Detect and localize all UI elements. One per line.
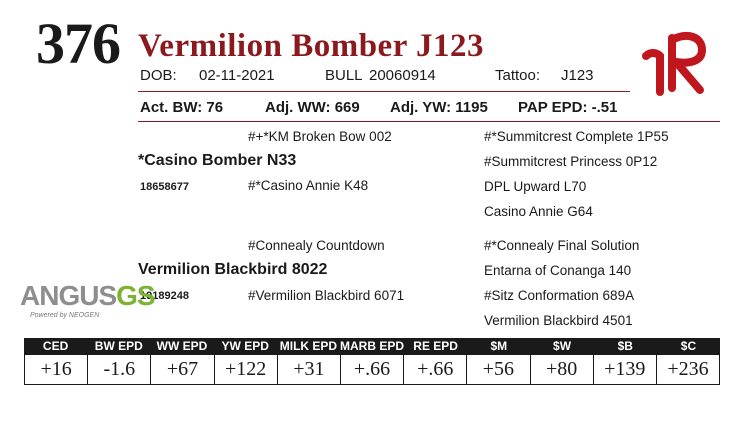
epd-header-row	[24, 338, 720, 355]
epd-value: +67	[150, 355, 213, 384]
epd-header: BW EPD	[94, 339, 143, 353]
dam: Vermilion Blackbird 8022	[138, 261, 328, 278]
sire-registration: 18658677	[140, 181, 189, 193]
epd-value: +56	[466, 355, 529, 384]
epd-value-row	[24, 355, 720, 385]
sire-dam: #*Casino Annie K48	[248, 178, 369, 193]
epd-value: +16	[40, 358, 72, 380]
dam-dam-dam: Vermilion Blackbird 4501	[484, 313, 633, 328]
epd-value: +122	[214, 355, 277, 384]
vr-brand-logo	[640, 26, 710, 98]
epd-value: +139	[593, 355, 656, 384]
tattoo-value: J123	[561, 67, 594, 84]
angus-wordmark: ANGUS	[20, 280, 117, 311]
epd-value: +236	[656, 355, 719, 384]
epd-value: +31	[277, 355, 340, 384]
epd-value: +.66	[403, 355, 466, 384]
epd-header: YW EPD	[221, 339, 269, 353]
sire-sire: #+*KM Broken Bow 002	[248, 129, 392, 144]
divider	[138, 121, 720, 122]
epd-value: -1.6	[87, 355, 150, 384]
gs-wordmark: GS	[116, 280, 155, 311]
epd-header: MARB EPD	[340, 339, 405, 353]
adjusted-yearling-weight: Adj. YW: 1195	[390, 99, 488, 116]
divider	[138, 91, 630, 92]
sex-value: BULL	[325, 67, 363, 84]
epd-value: +.66	[340, 355, 403, 384]
dam-sire-sire: #*Connealy Final Solution	[484, 238, 640, 253]
dob-label: DOB:	[140, 67, 177, 84]
epd-header: MILK EPD	[279, 339, 338, 353]
logo-tagline: Powered by NEOGEN	[30, 312, 100, 319]
dam-sire-dam: Entarna of Conanga 140	[484, 263, 632, 278]
dam-registration: 19189248	[140, 290, 189, 302]
epd-table	[24, 338, 720, 385]
sire-dam-sire: DPL Upward L70	[484, 179, 587, 194]
angus-gs-logo	[20, 281, 155, 320]
sire-sire-sire: #*Summitcrest Complete 1P55	[484, 129, 669, 144]
pap-epd: PAP EPD: -.51	[518, 99, 618, 116]
tattoo-label: Tattoo:	[495, 67, 541, 84]
epd-header: $W	[553, 339, 572, 353]
epd-header: RE EPD	[413, 339, 458, 353]
animal-name: Vermilion Bomber J123	[138, 28, 484, 64]
lot-number: 376	[36, 11, 120, 76]
registration-number: 20060914	[369, 67, 436, 84]
dam-sire: #Connealy Countdown	[248, 238, 385, 253]
epd-header: $B	[617, 339, 633, 353]
epd-header: $C	[680, 339, 697, 353]
sire-dam-dam: Casino Annie G64	[484, 204, 593, 219]
dob-value: 02-11-2021	[199, 67, 275, 84]
adjusted-weaning-weight: Adj. WW: 669	[265, 99, 360, 116]
sire-sire-dam: #Summitcrest Princess 0P12	[484, 154, 658, 169]
epd-header: CED	[42, 339, 69, 353]
epd-value: +80	[530, 355, 593, 384]
epd-header: WW EPD	[156, 339, 208, 353]
epd-header: $M	[490, 339, 508, 353]
actual-birth-weight: Act. BW: 76	[140, 99, 224, 116]
dam-dam: #Vermilion Blackbird 6071	[248, 288, 405, 303]
dam-dam-sire: #Sitz Conformation 689A	[484, 288, 635, 303]
sire: *Casino Bomber N33	[138, 152, 297, 169]
